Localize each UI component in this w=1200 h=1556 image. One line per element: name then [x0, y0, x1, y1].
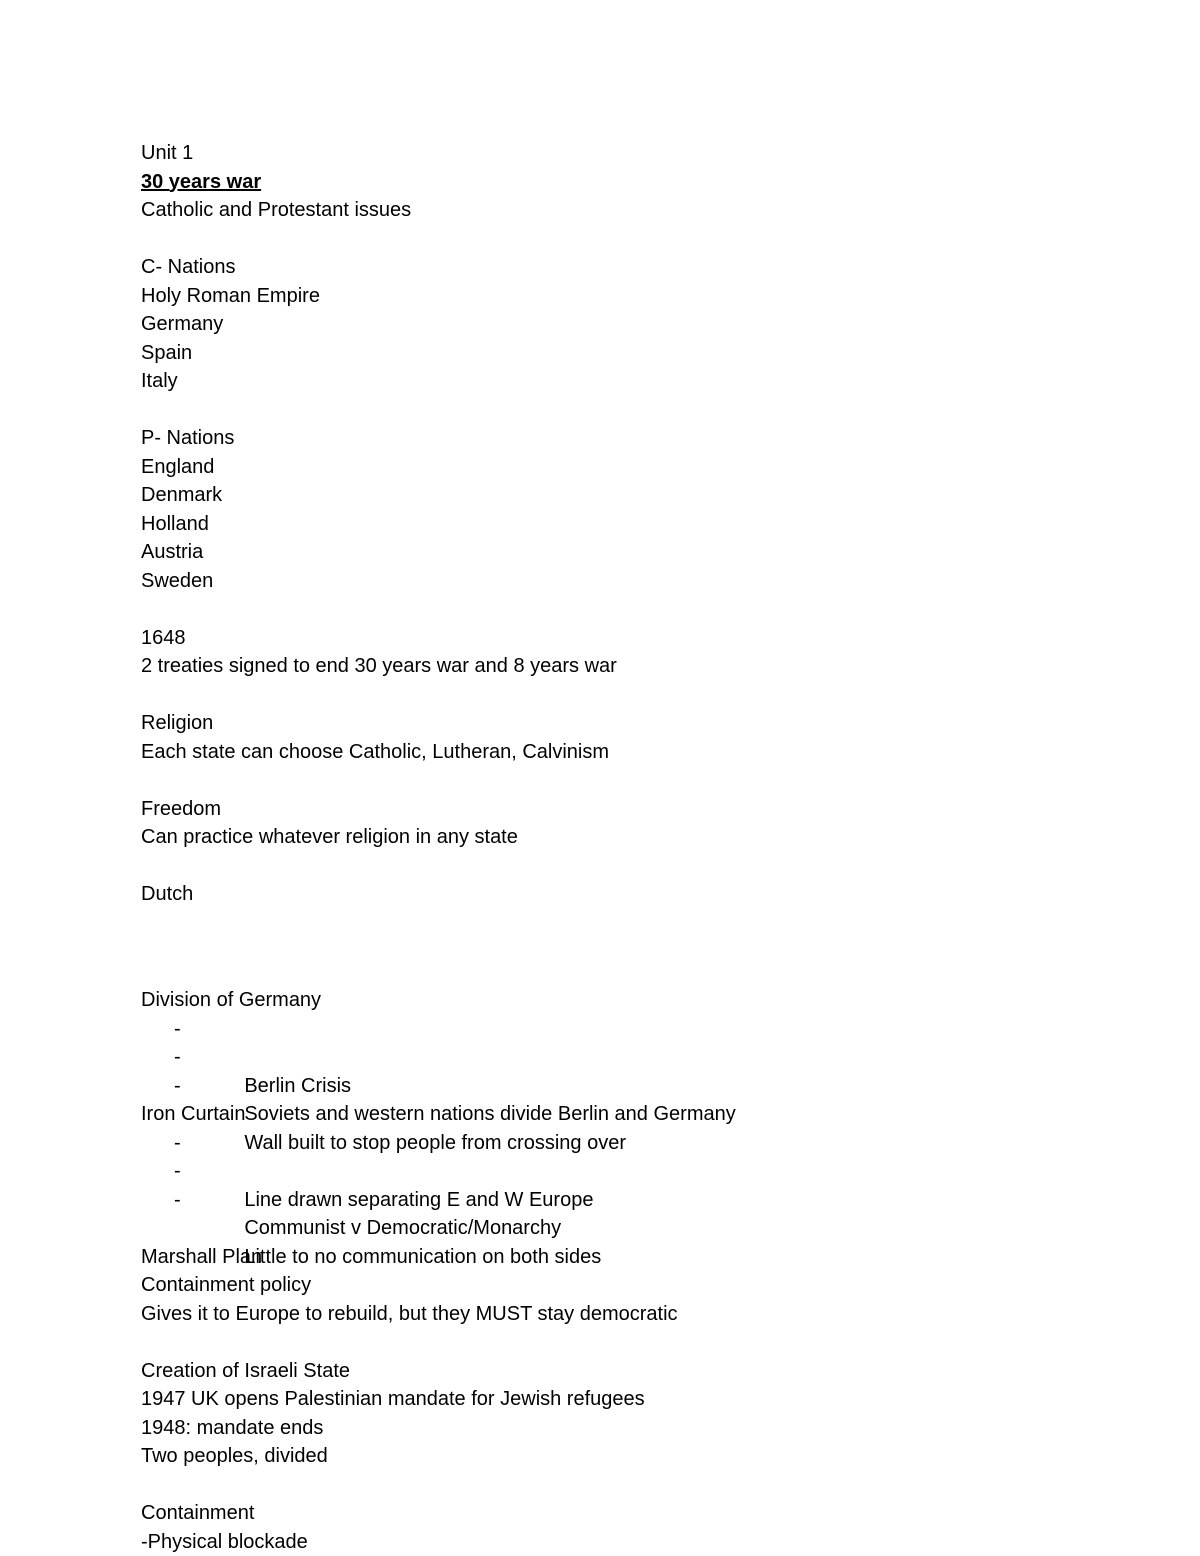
- bullet-dash: -: [174, 1072, 181, 1101]
- iron-curtain-heading: Iron Curtain: [141, 1100, 1141, 1129]
- c-nations-heading: C- Nations: [141, 253, 1141, 282]
- freedom-heading: Freedom: [141, 795, 1141, 824]
- bullet-dash: -: [174, 1015, 181, 1044]
- c-nation-item: Italy: [141, 367, 1141, 396]
- blank-line: [141, 225, 1141, 254]
- blank-line: [141, 1471, 1141, 1500]
- blank-line: [141, 852, 1141, 881]
- list-item: [141, 1072, 1141, 1101]
- bullet-dash: -: [174, 1186, 181, 1215]
- israeli-state-line: 1948: mandate ends: [141, 1414, 1141, 1443]
- unit-label: Unit 1: [141, 139, 1141, 168]
- year-1648-heading: 1648: [141, 624, 1141, 653]
- dutch-heading: Dutch: [141, 880, 1141, 909]
- year-1648-text: 2 treaties signed to end 30 years war and 8 years war: [141, 652, 1141, 681]
- bullet-dash: -: [174, 1043, 181, 1072]
- marshall-plan-heading: Marshall Plan: [141, 1243, 1141, 1272]
- iron-curtain-list: [141, 1129, 1141, 1215]
- p-nations-heading: P- Nations: [141, 424, 1141, 453]
- p-nation-item: Holland: [141, 510, 1141, 539]
- p-nation-item: Denmark: [141, 481, 1141, 510]
- blank-line: [141, 766, 1141, 795]
- division-germany-list: [141, 1015, 1141, 1101]
- c-nation-item: Spain: [141, 339, 1141, 368]
- list-item-text: Wall built to stop people from crossing over: [244, 1132, 626, 1154]
- religion-heading: Religion: [141, 709, 1141, 738]
- israeli-state-heading: Creation of Israeli State: [141, 1357, 1141, 1386]
- freedom-text: Can practice whatever religion in any state: [141, 823, 1141, 852]
- c-nation-item: Holy Roman Empire: [141, 282, 1141, 311]
- list-item-text: Little to no communication on both sides: [244, 1246, 601, 1268]
- containment-heading: Containment: [141, 1499, 1141, 1528]
- list-item-text: Communist v Democratic/Monarchy: [244, 1217, 561, 1239]
- bullet-dash: -: [174, 1129, 181, 1158]
- section-title-30-years-war: 30 years war: [141, 168, 1141, 197]
- list-item: [141, 1186, 1141, 1215]
- list-item: [141, 1015, 1141, 1044]
- israeli-state-line: 1947 UK opens Palestinian mandate for Jewish refugees: [141, 1385, 1141, 1414]
- list-item: [141, 1043, 1141, 1072]
- p-nation-item: Sweden: [141, 567, 1141, 596]
- blank-line: [141, 1328, 1141, 1357]
- list-item-text: Berlin Crisis: [244, 1075, 351, 1097]
- p-nation-item: Austria: [141, 538, 1141, 567]
- marshall-plan-line: Gives it to Europe to rebuild, but they MUST stay democratic: [141, 1300, 1141, 1329]
- p-nation-item: England: [141, 453, 1141, 482]
- blank-gap: [141, 909, 1141, 987]
- division-germany-heading: Division of Germany: [141, 986, 1141, 1015]
- containment-line: -Physical blockade: [141, 1528, 1141, 1556]
- religion-text: Each state can choose Catholic, Lutheran, Calvinism: [141, 738, 1141, 767]
- c-nation-item: Germany: [141, 310, 1141, 339]
- document-page: [141, 139, 1141, 1556]
- blank-line: [141, 396, 1141, 425]
- blank-line: [141, 595, 1141, 624]
- intro-text: Catholic and Protestant issues: [141, 196, 1141, 225]
- list-item-text: Line drawn separating E and W Europe: [244, 1189, 593, 1211]
- list-item-text: Soviets and western nations divide Berlin and Germany: [244, 1103, 735, 1125]
- israeli-state-line: Two peoples, divided: [141, 1442, 1141, 1471]
- list-item: [141, 1157, 1141, 1186]
- blank-line: [141, 681, 1141, 710]
- marshall-plan-line: Containment policy: [141, 1271, 1141, 1300]
- bullet-dash: -: [174, 1157, 181, 1186]
- list-item: [141, 1129, 1141, 1158]
